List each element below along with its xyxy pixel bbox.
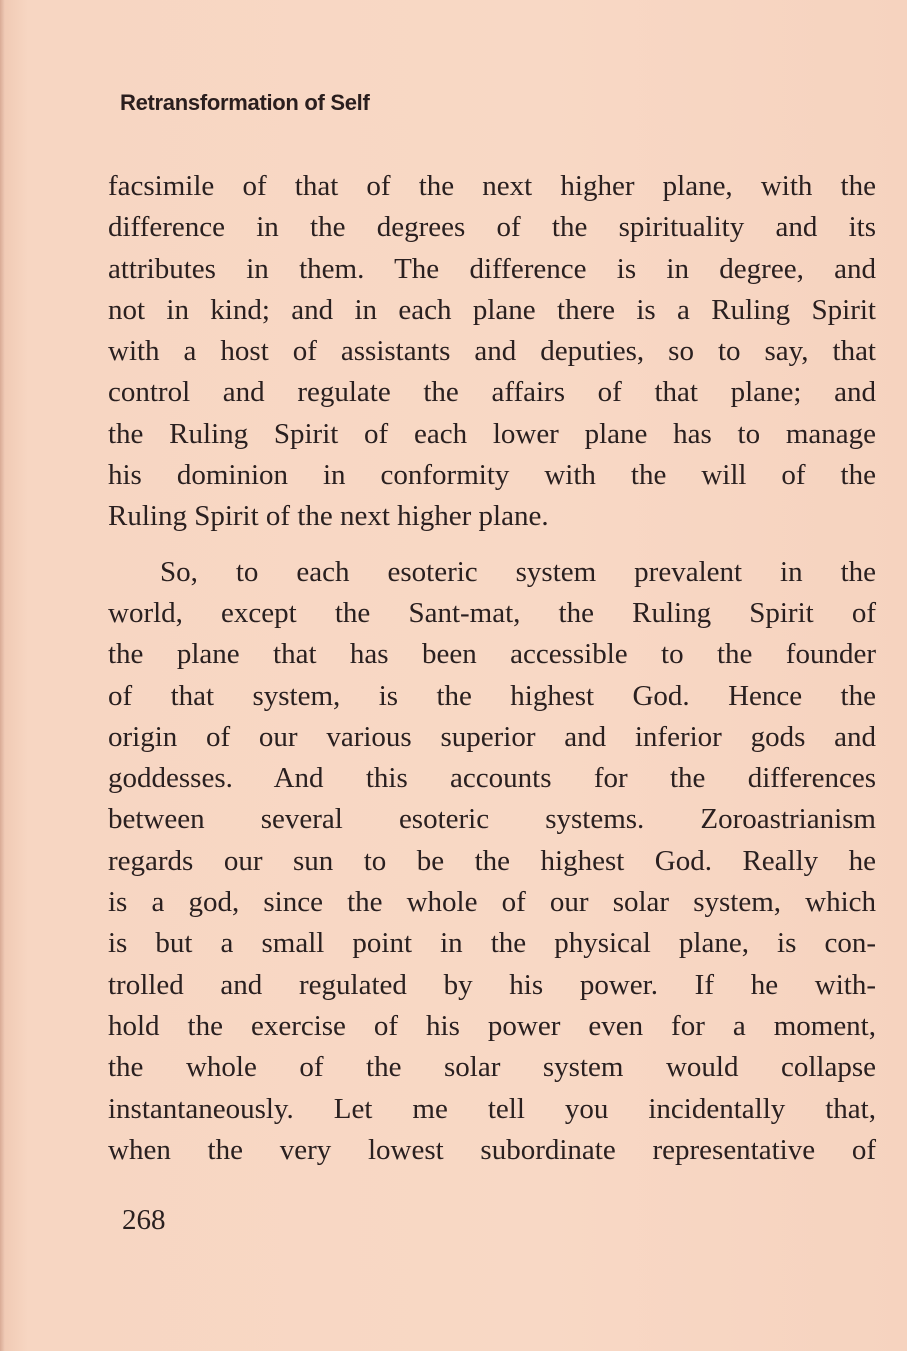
- text-line: origin of our various superior and inferior gods and: [108, 720, 876, 753]
- text-line: the whole of the solar system would collapse: [108, 1051, 876, 1084]
- text-line: difference in the degrees of the spirituality and its: [108, 211, 876, 244]
- running-head: Retransformation of Self: [120, 90, 370, 115]
- text-line: between several esoteric systems. Zoroastrianism: [108, 803, 876, 836]
- text-line: attributes in them. The difference is in degree, and: [108, 252, 876, 285]
- paragraph-1: [108, 166, 876, 538]
- text-line: is but a small point in the physical plane, is con-: [108, 927, 876, 960]
- text-line: with a host of assistants and deputies, so to say, that: [108, 335, 876, 368]
- text-line: Ruling Spirit of the next higher plane.: [108, 500, 549, 533]
- text-line: when the very lowest subordinate representative of: [108, 1133, 876, 1166]
- text-line: his dominion in conformity with the will of the: [108, 459, 876, 492]
- text-line: hold the exercise of his power even for a moment,: [108, 1009, 876, 1042]
- text-line: the Ruling Spirit of each lower plane has to manage: [108, 417, 876, 450]
- text-line: not in kind; and in each plane there is a Ruling Spirit: [108, 293, 876, 326]
- text-line: is a god, since the whole of our solar system, which: [108, 886, 876, 919]
- text-line: trolled and regulated by his power. If he with-: [108, 968, 876, 1001]
- text-line: of that system, is the highest God. Hence the: [108, 679, 876, 712]
- text-line: facsimile of that of the next higher plane, with the: [108, 170, 876, 202]
- paragraph-2: [108, 552, 876, 1171]
- text-line: the plane that has been accessible to the founder: [108, 638, 876, 671]
- text-line: goddesses. And this accounts for the differences: [108, 762, 876, 795]
- page-binding-edge: [0, 0, 5, 1351]
- text-line: world, except the Sant-mat, the Ruling Spirit of: [108, 596, 876, 629]
- text-line: regards our sun to be the highest God. Really he: [108, 844, 876, 877]
- page-number: 268: [122, 1204, 166, 1236]
- text-line: control and regulate the affairs of that plane; and: [108, 376, 876, 409]
- body-text: [108, 166, 876, 1171]
- text-line: So, to each esoteric system prevalent in the: [160, 555, 876, 588]
- text-line: instantaneously. Let me tell you incidentally that,: [108, 1092, 876, 1125]
